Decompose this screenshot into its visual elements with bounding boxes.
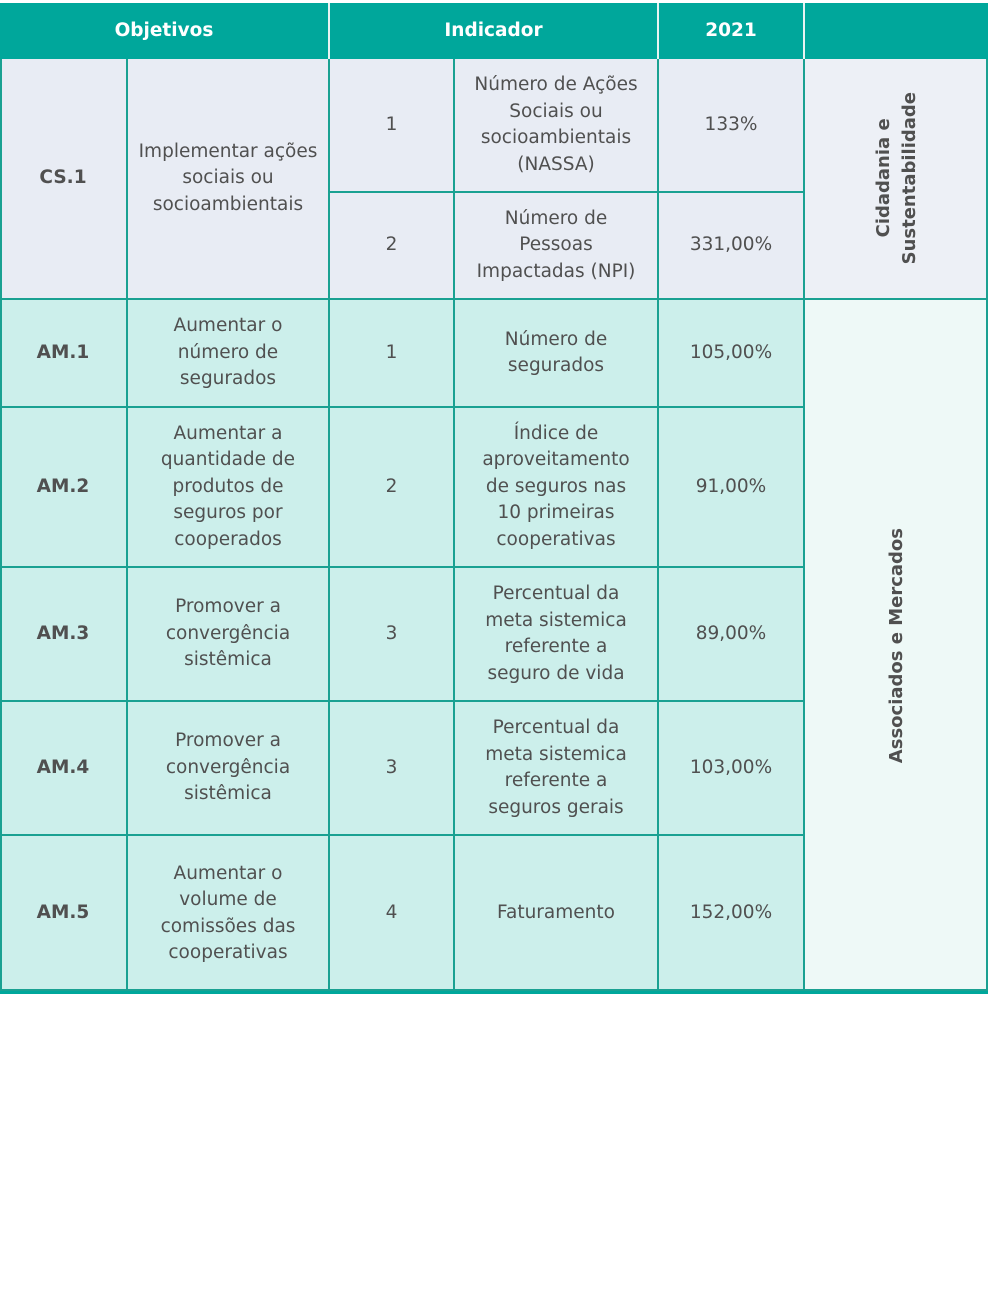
row-objective-am4: Promover a convergência sistêmica: [128, 702, 330, 836]
indicator-value: 105,00%: [659, 300, 805, 408]
row-code-am2: AM.2: [0, 408, 128, 568]
row-objective-am2: Aumentar a quantidade de produtos de seguros por cooperados: [128, 408, 330, 568]
indicator-num: 1: [330, 300, 455, 408]
group-label: Associados e Mercados: [885, 527, 907, 764]
group-label-line1: Cidadania e: [872, 118, 894, 239]
header-year: 2021: [659, 3, 805, 59]
row-code-cs1: CS.1: [0, 59, 128, 300]
indicator-num: 2: [330, 193, 455, 300]
indicator-num: 3: [330, 702, 455, 836]
group-associados-mercados: [805, 300, 988, 991]
header-indicador: Indicador: [330, 3, 659, 59]
row-objective-cs1: Implementar ações sociais ou socioambientais: [128, 59, 330, 300]
indicator-value: 91,00%: [659, 408, 805, 568]
group-label: [871, 92, 923, 264]
indicator-value: 152,00%: [659, 836, 805, 991]
row-code-am1: AM.1: [0, 300, 128, 408]
indicator-num: 1: [330, 59, 455, 193]
indicator-name: Índice de aproveitamento de seguros nas 10 primeiras cooperativas: [455, 408, 659, 568]
indicator-num: 3: [330, 568, 455, 702]
row-objective-am3: Promover a convergência sistêmica: [128, 568, 330, 702]
indicator-name: Número de segurados: [455, 300, 659, 408]
row-code-am3: AM.3: [0, 568, 128, 702]
indicator-value: 133%: [659, 59, 805, 193]
indicator-name: Número de Pessoas Impactadas (NPI): [455, 193, 659, 300]
indicator-num: 4: [330, 836, 455, 991]
row-objective-am5: Aumentar o volume de comissões das cooperativas: [128, 836, 330, 991]
row-code-am4: AM.4: [0, 702, 128, 836]
group-cidadania-sustentabilidade: [805, 59, 988, 300]
indicator-num: 2: [330, 408, 455, 568]
indicator-name: Faturamento: [455, 836, 659, 991]
header-objetivos: Objetivos: [0, 3, 330, 59]
indicator-value: 103,00%: [659, 702, 805, 836]
table-bottom-rule: [0, 991, 988, 994]
indicator-name: Percentual da meta sistemica referente a seguro de vida: [455, 568, 659, 702]
group-label-line2: Sustentabilidade: [898, 92, 920, 265]
indicator-name: Percentual da meta sistemica referente a seguros gerais: [455, 702, 659, 836]
header-group: [805, 3, 988, 59]
indicator-value: 89,00%: [659, 568, 805, 702]
row-objective-am1: Aumentar o número de segurados: [128, 300, 330, 408]
indicator-name: Número de Ações Sociais ou socioambientais (NASSA): [455, 59, 659, 193]
indicator-value: 331,00%: [659, 193, 805, 300]
row-code-am5: AM.5: [0, 836, 128, 991]
